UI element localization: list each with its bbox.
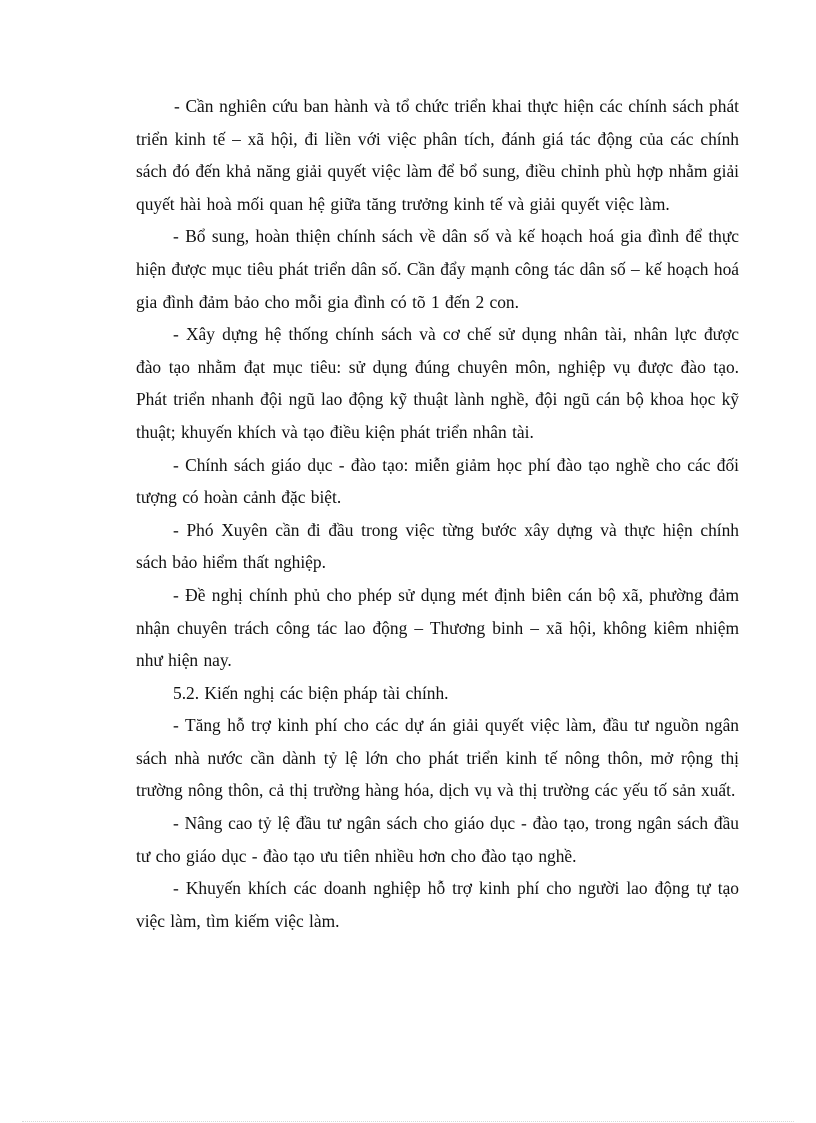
page-bottom-divider [22,1121,794,1122]
paragraph-unemployment-insurance: - Phó Xuyên cần đi đầu trong việc từng bước xây dựng và thực hiện chính sách bảo hiểm thất nghiệp. [136,519,739,573]
paragraph-business-support: - Khuyến khích các doanh nghiệp hỗ trợ kinh phí cho người lao động tự tạo việc làm, tìm kiếm việc làm. [136,878,739,931]
paragraph-population-policy: - Bổ sung, hoàn thiện chính sách về dân số và kế hoạch hoá gia đình để thực hiện được mục tiêu phát triển dân số. Cần đẩy mạnh công tác dân số – kế hoạch hoá gia đình đảm bảo cho mỗi gia đình có tõ 1 đến 2 con. [136,226,739,312]
paragraph-funding-support: - Tăng hỗ trợ kinh phí cho các dự án giải quyết việc làm, đầu tư nguồn ngân sách nhà nước cần dành tỷ lệ lớn cho phát triển kinh tế nông thôn, mở rộng thị trường nông thôn, cả thị trường hàng hóa, dịch vụ và thị trường các yếu tố sản xuất. [136,715,739,801]
paragraph-staffing-proposal: - Đề nghị chính phủ cho phép sử dụng mét định biên cán bộ xã, phường đảm nhận chuyên trách công tác lao động – Thương binh – xã hội, không kiêm nhiệm như hiện nay. [136,584,739,671]
paragraph-education-policy: - Chính sách giáo dục - đào tạo: miễn giảm học phí đào tạo nghề cho các đối tượng có hoàn cảnh đặc biệt. [136,454,739,508]
paragraph-economic-policy: - Cần nghiên cứu ban hành và tổ chức triển khai thực hiện các chính sách phát triển kinh tế – xã hội, đi liền với việc phân tích, đánh giá tác động của các chính sách đó đến khả năng giải quyết việc làm để bổ sung, điều chỉnh phù hợp nhằm giải quyết hài hoà mối quan hệ giữa tăng trưởng kinh tế và giải quyết việc làm. [136,96,739,214]
paragraph-talent-policy: - Xây dựng hệ thống chính sách và cơ chế sử dụng nhân tài, nhân lực được đào tạo nhằm đạt mục tiêu: sử dụng đúng chuyên môn, nghiệp vụ được đào tạo. Phát triển nhanh đội ngũ lao động kỹ thuật lành nghề, đội ngũ cán bộ khoa học kỹ thuật; khuyến khích và tạo điều kiện phát triển nhân tài. [136,324,739,442]
paragraph-education-investment: - Nâng cao tỷ lệ đầu tư ngân sách cho giáo dục - đào tạo, trong ngân sách đầu tư cho giáo dục - đào tạo ưu tiên nhiều hơn cho đào tạo nghề. [136,813,739,866]
document-body [136,90,739,937]
section-heading-financial-measures: 5.2. Kiến nghị các biện pháp tài chính. [173,682,449,703]
